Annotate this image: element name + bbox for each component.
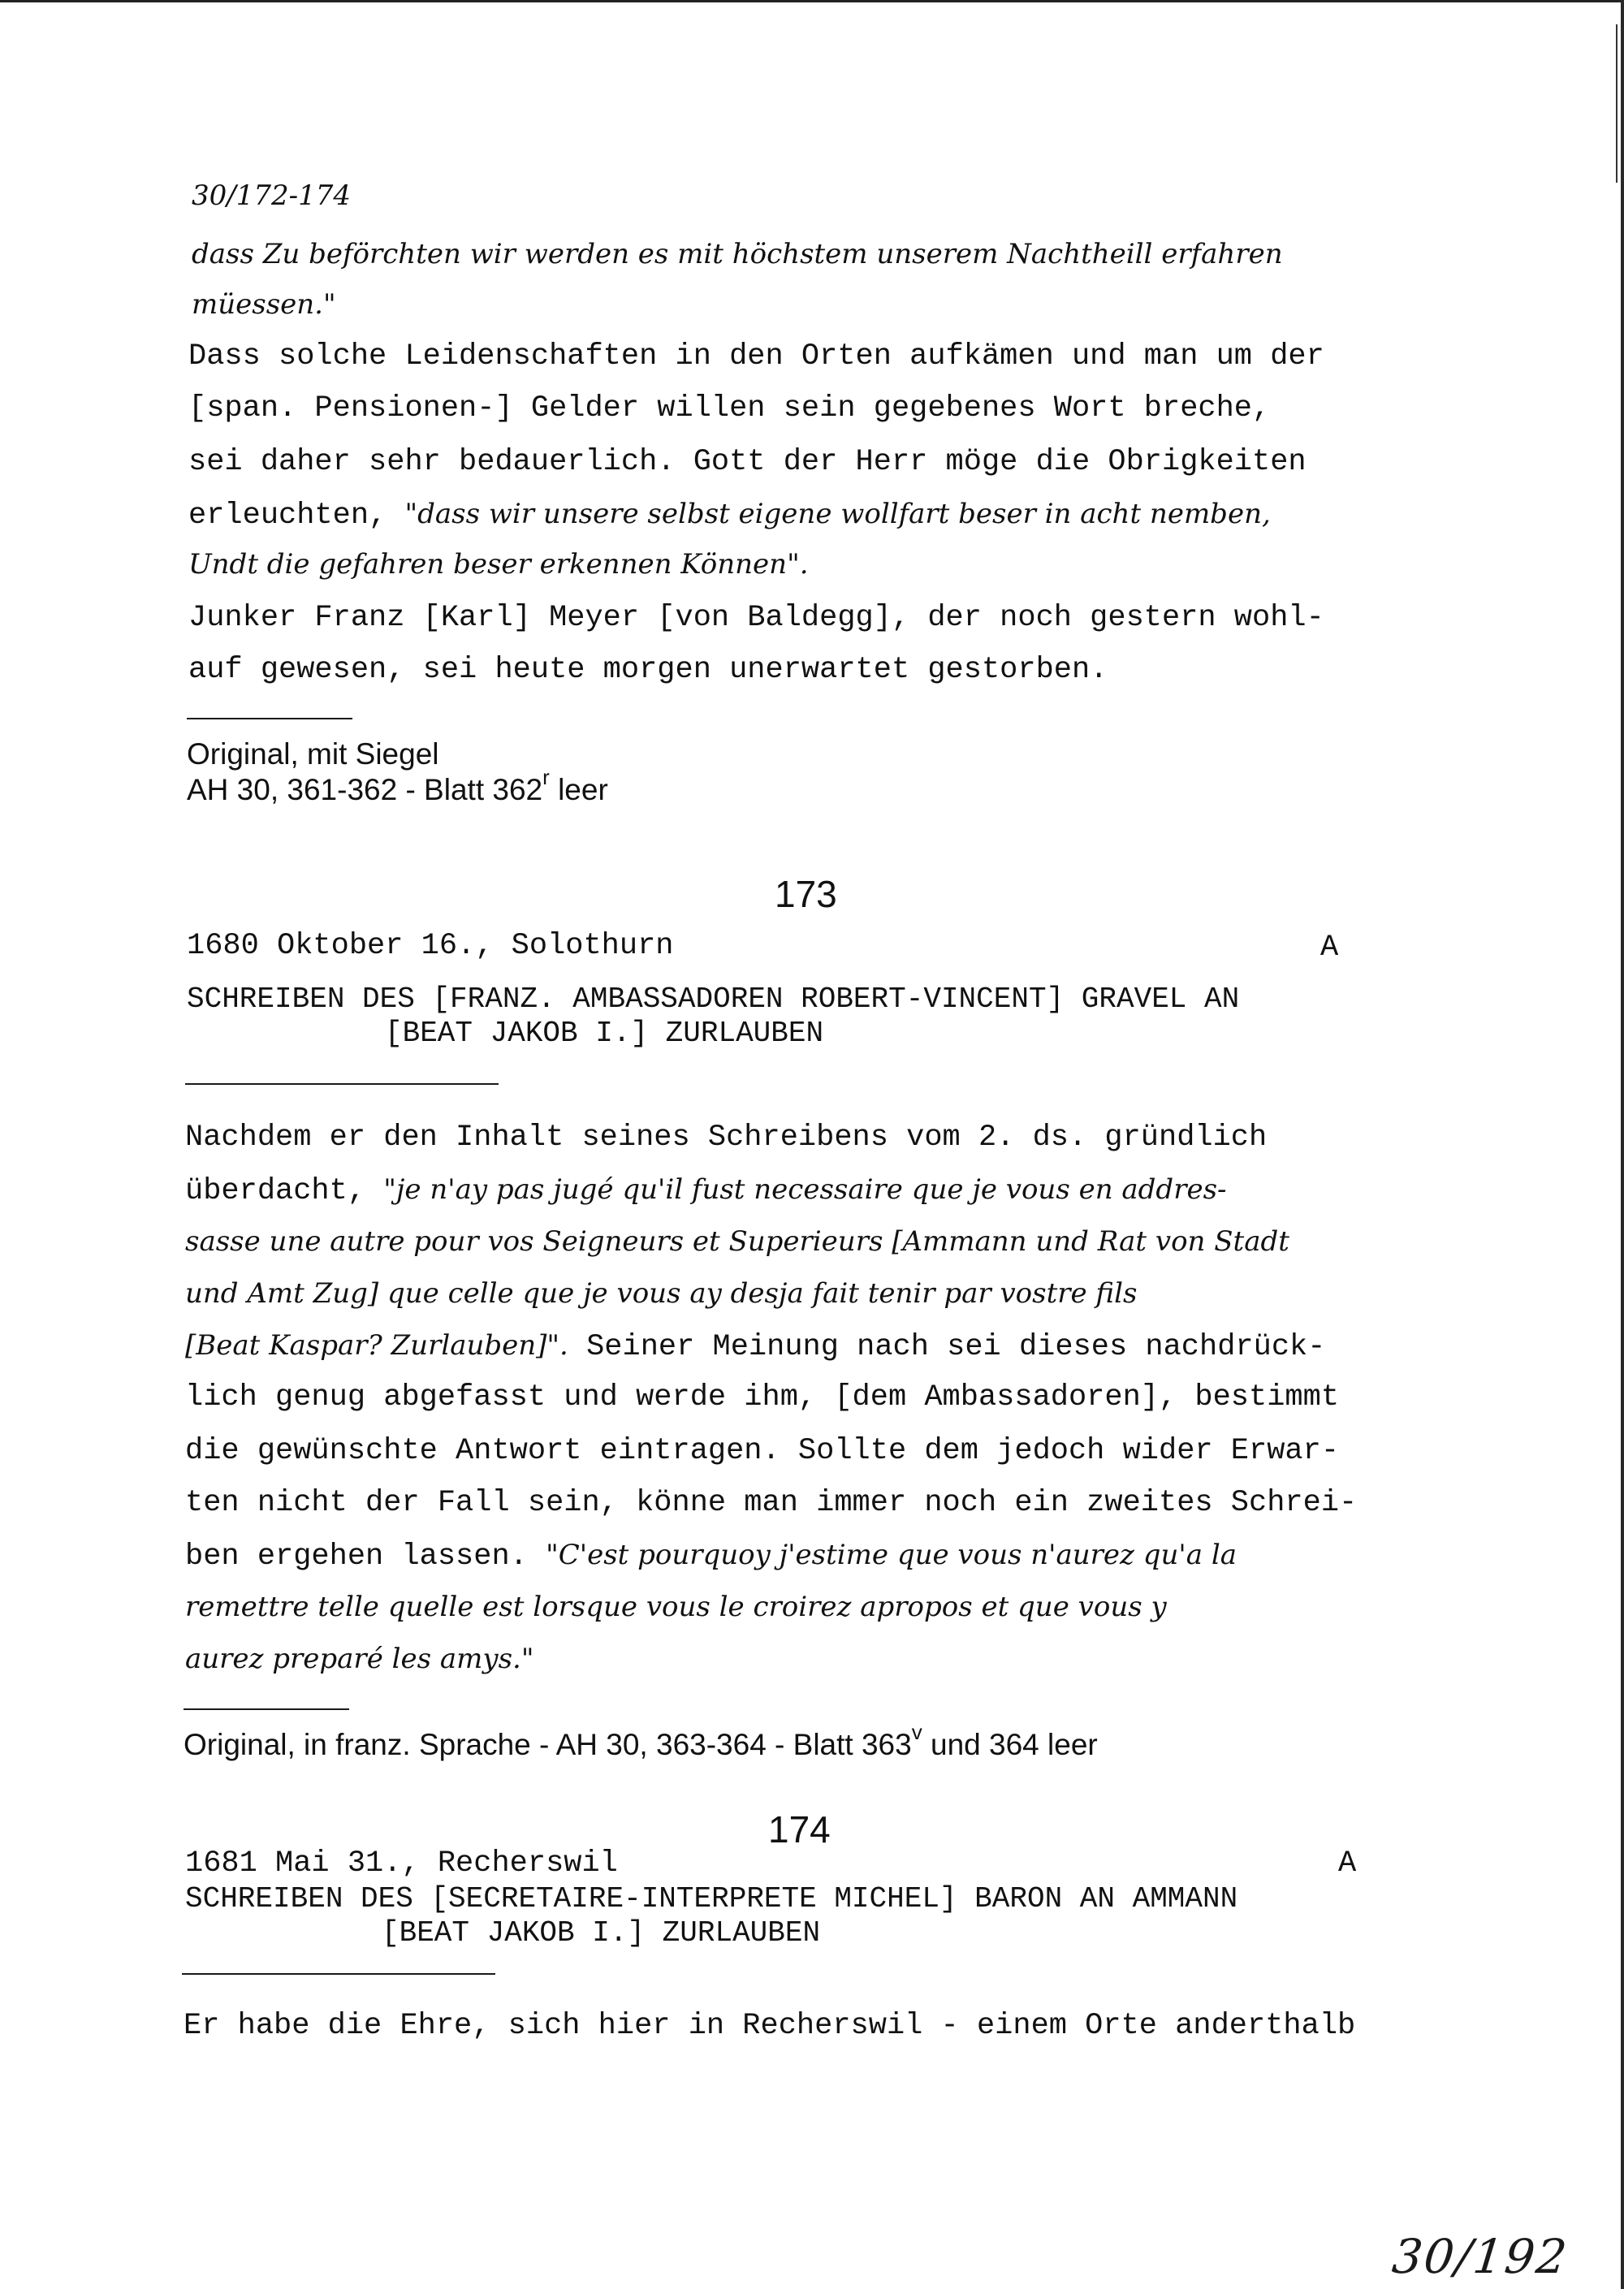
- entry-date-place: 1680 Oktober 16., Solothurn: [187, 929, 674, 963]
- text-line: [185, 1171, 1227, 1210]
- text-line: [188, 495, 1271, 534]
- footnote-rule: [187, 718, 352, 719]
- text-line: [185, 1327, 1325, 1366]
- text-plain: erleuchten,: [188, 499, 405, 533]
- text-plain: überdacht,: [185, 1174, 384, 1208]
- source-note: [187, 764, 608, 809]
- quote-line: sasse une autre pour vos Seigneurs et Superieurs [Ammann und Rat von Stadt: [185, 1225, 1289, 1258]
- entry-title: SCHREIBEN DES [FRANZ. AMBASSADOREN ROBERT-VINCENT] GRAVEL AN: [187, 983, 1240, 1016]
- quote-line: dass Zu beförchten wir werden es mit höchstem unserem Nachtheill erfahren: [192, 238, 1283, 270]
- entry-title: [BEAT JAKOB I.] ZURLAUBEN: [382, 1916, 821, 1950]
- text-line: [185, 1536, 1237, 1575]
- text-plain: Seiner Meinung nach sei dieses nachdrück-: [568, 1330, 1326, 1364]
- entry-date-place: 1681 Mai 31., Recherswil: [185, 1846, 618, 1881]
- entry-number: 174: [768, 1808, 831, 1851]
- text-quote: [Beat Kaspar? Zurlauben]".: [185, 1329, 568, 1362]
- source-note-end: leer: [549, 773, 608, 806]
- entry-title: [BEAT JAKOB I.] ZURLAUBEN: [385, 1017, 824, 1050]
- text-plain: ben ergehen lassen.: [185, 1540, 546, 1574]
- source-note-main: Original, in franz. Sprache - AH 30, 363-364 - Blatt 363: [184, 1728, 912, 1761]
- text-quote: "je n'ay pas jugé qu'il fust necessaire que je vous en addres-: [383, 1173, 1227, 1206]
- text-quote: "dass wir unsere selbst eigene wollfart beser in acht nemben,: [404, 498, 1271, 530]
- source-note-main: AH 30, 361-362 - Blatt 362: [187, 773, 543, 806]
- entry-classification: A: [1338, 1846, 1357, 1881]
- text-line: Dass solche Leidenschaften in den Orten aufkämen und man um der: [188, 339, 1324, 374]
- text-line: die gewünschte Antwort eintragen. Sollte dem jedoch wider Erwar-: [185, 1434, 1340, 1468]
- source-note-end: und 364 leer: [922, 1728, 1098, 1761]
- text-quote: "C'est pourquoy j'estime que vous n'aurez qu'a la: [546, 1539, 1237, 1571]
- entry-title: SCHREIBEN DES [SECRETAIRE-INTERPRETE MICHEL] BARON AN AMMANN: [185, 1882, 1238, 1915]
- heading-rule: [185, 1083, 499, 1085]
- heading-rule: [182, 1973, 495, 1975]
- quote-line: müessen.": [192, 288, 336, 321]
- footnote-rule: [184, 1708, 349, 1710]
- text-line: Junker Franz [Karl] Meyer [von Baldegg], der noch gestern wohl-: [188, 601, 1324, 635]
- source-note-sup: v: [911, 1719, 922, 1744]
- quote-line: remettre telle quelle est lorsque vous le croirez apropos et que vous y: [185, 1591, 1167, 1623]
- text-line: auf gewesen, sei heute morgen unerwartet gestorben.: [188, 653, 1108, 687]
- source-note-sup: r: [542, 764, 550, 789]
- scan-edge-mark: [1616, 24, 1618, 183]
- text-line: sei daher sehr bedauerlich. Gott der Herr möge die Obrigkeiten: [188, 445, 1307, 479]
- page-reference: 30/172-174: [192, 179, 351, 212]
- text-line: Nachdem er den Inhalt seines Schreibens vom 2. ds. gründlich: [185, 1121, 1268, 1155]
- quote-line: Undt die gefahren beser erkennen Können".: [188, 548, 809, 581]
- text-line: ten nicht der Fall sein, könne man immer noch ein zweites Schrei-: [185, 1486, 1358, 1520]
- source-note: [184, 1719, 1098, 1764]
- source-note: Original, mit Siegel: [187, 737, 439, 771]
- scan-edge-top: [0, 0, 1624, 2]
- text-line: Er habe die Ehre, sich hier in Recherswil - einem Orte anderthalb: [184, 2009, 1356, 2043]
- entry-classification: A: [1320, 931, 1339, 965]
- quote-line: aurez preparé les amys.": [185, 1643, 534, 1675]
- scan-edge-right: [1621, 0, 1624, 2289]
- text-line: [span. Pensionen-] Gelder willen sein gegebenes Wort breche,: [188, 391, 1271, 425]
- entry-number: 173: [775, 873, 837, 915]
- text-line: lich genug abgefasst und werde ihm, [dem Ambassadoren], bestimmt: [185, 1380, 1340, 1414]
- quote-line: und Amt Zug] que celle que je vous ay desja fait tenir par vostre fils: [185, 1277, 1138, 1310]
- handwritten-page-number: 30/192: [1389, 2229, 1571, 2284]
